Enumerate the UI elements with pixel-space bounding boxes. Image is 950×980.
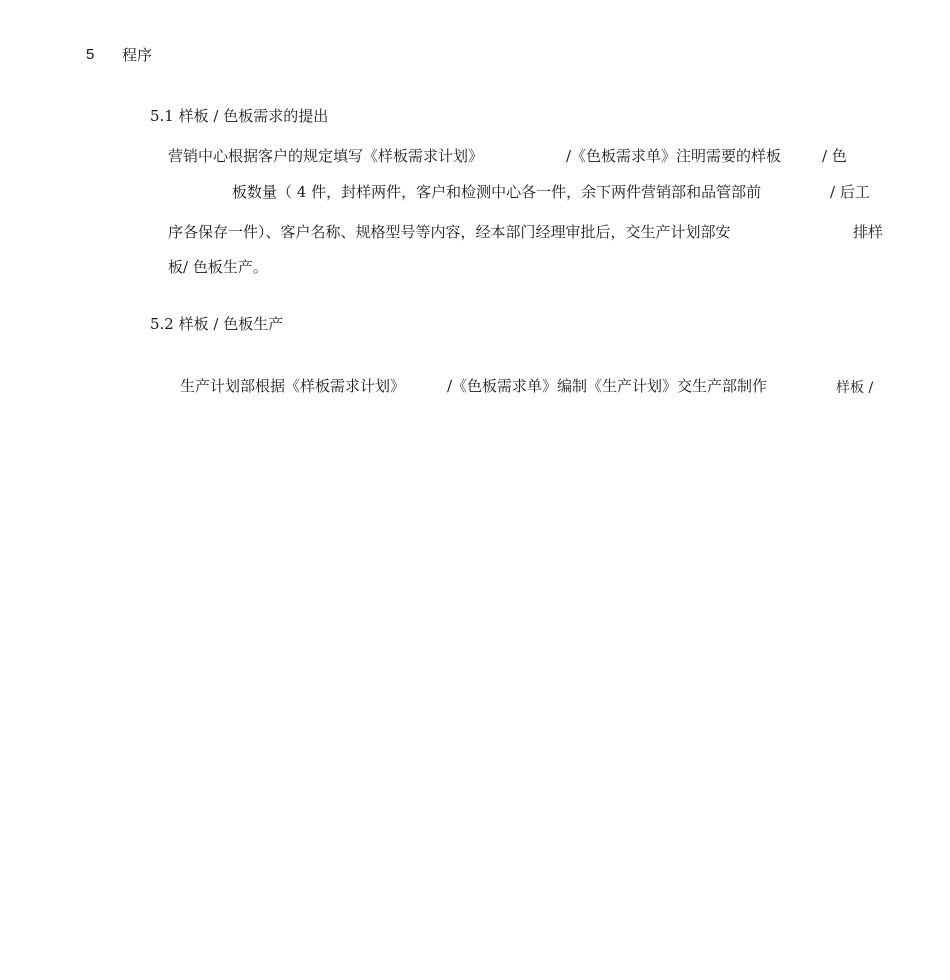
section-5-1-line-2-a: 板数量（ 4 件，封样两件，客户和检测中心各一件，余下两件营销部和品管部前 <box>232 183 762 201</box>
section-5-1-line-2-b: / 后工 <box>830 183 870 201</box>
section-5-2-heading: 5.2 样板 / 色板生产 <box>150 315 284 333</box>
section-5-1-heading: 5.1 样板 / 色板需求的提出 <box>150 107 329 125</box>
section-5-2-line-1-b: /《色板需求单》编制《生产计划》交生产部制作 <box>447 377 768 395</box>
section-5-1-line-3-a: 序各保存一件）、客户名称、规格型号等内容，经本部门经理审批后，交生产计划部安 <box>168 223 731 241</box>
section-5-1-line-1-c: / 色 <box>822 147 847 165</box>
section-5-1-line-1-b: /《色板需求单》注明需要的样板 <box>566 147 782 165</box>
section-5-title: 程序 <box>122 46 153 64</box>
section-5-number: 5 <box>86 46 95 63</box>
section-5-1-line-3-b: 排样 <box>853 223 884 241</box>
section-5-1-line-1-a: 营销中心根据客户的规定填写《样板需求计划》 <box>168 147 484 165</box>
section-5-1-line-4: 板/ 色板生产。 <box>168 258 268 276</box>
section-5-2-line-1-a: 生产计划部根据《样板需求计划》 <box>180 377 406 395</box>
section-5-2-line-1-c: 样板 / <box>836 380 874 396</box>
